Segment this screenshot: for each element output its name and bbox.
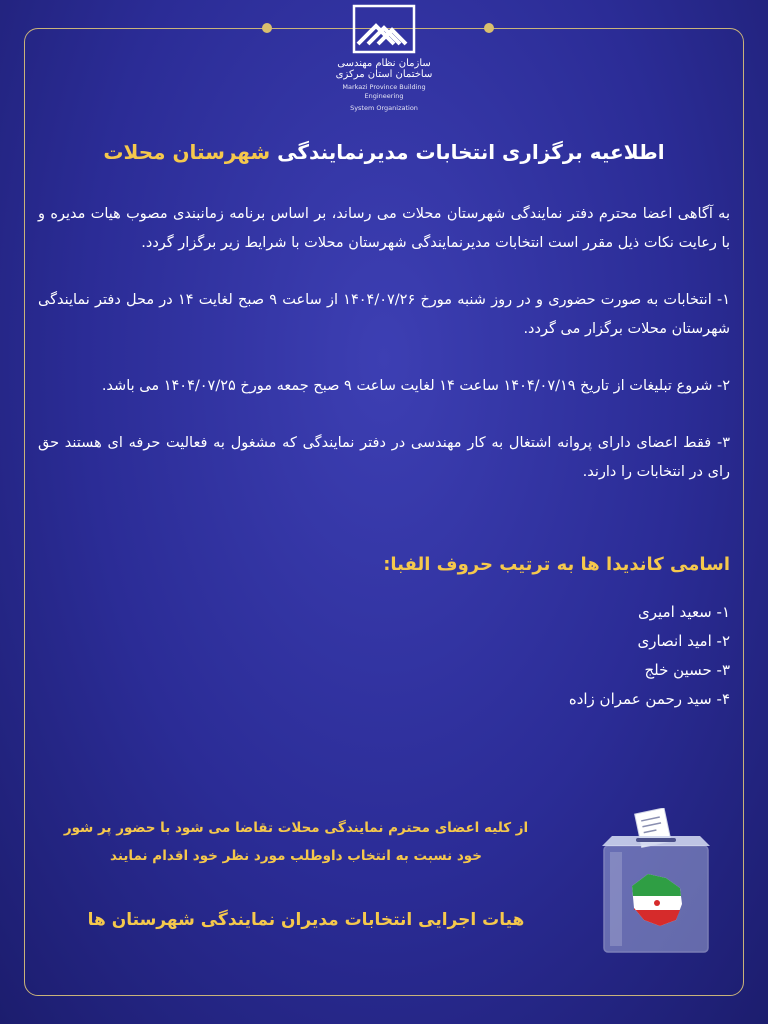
page-title (40, 140, 728, 164)
footer-signature: هیات اجرایی انتخابات مدیران نمایندگی شهرستان ها (87, 910, 525, 930)
candidate-item: ۴- سید رحمن عمران زاده (568, 690, 730, 708)
frame-dot-right (484, 23, 494, 33)
org-name-en-line1: Markazi Province Building Engineering (342, 83, 426, 100)
title-main: اطلاعیه برگزاری انتخابات مدیرنمایندگی (277, 140, 665, 164)
organization-logo-icon (352, 4, 416, 56)
footer-message-line2: خود نسبت به انتخاب داوطلب مورد نظر خود اقدام نمایند (110, 848, 482, 864)
candidate-item: ۲- امید انصاری (637, 632, 730, 650)
rule-1-paragraph: ۱- انتخابات به صورت حضوری و در روز شنبه مورخ ۱۴۰۴/۰۷/۲۶ از ساعت ۹ صبح لغایت ۱۴ در محل دفتر نمایندگی شهرستان محلات برگزار می گردد. (38, 292, 730, 337)
footer-message (36, 814, 556, 870)
candidate-item: ۱- سعید امیری (638, 603, 730, 621)
candidates-heading: اسامی کاندیدا ها به ترتیب حروف الفبا: (383, 554, 730, 575)
announcement-body (38, 200, 730, 515)
footer-message-line1: از کلیه اعضای محترم نمایندگی محلات تقاضا می شود با حضور پر شور (63, 820, 529, 836)
organization-logo (324, 4, 444, 112)
intro-paragraph: به آگاهی اعضا محترم دفتر نمایندگی شهرستان محلات می رساند، بر اساس برنامه زمانبندی مصوب هیات مدیره و با رعایت نکات ذیل مقرر است انتخابات مدیرنمایندگی شهرستان محلات با شرایط زیر برگزار گردد. (38, 206, 730, 251)
org-name-en-line2: System Organization (350, 104, 418, 112)
candidate-item: ۳- حسین خلج (644, 661, 730, 679)
candidates-list (569, 598, 730, 714)
title-highlight: شهرستان محلات (103, 140, 271, 164)
rule-2-paragraph: ۲- شروع تبلیغات از تاریخ ۱۴۰۴/۰۷/۱۹ ساعت ۱۴ لغایت ساعت ۹ صبح جمعه مورخ ۱۴۰۴/۰۷/۲۵ می باشد. (101, 378, 730, 394)
ballot-box-icon (596, 808, 716, 958)
org-name-fa: سازمان نظام مهندسی ساختمان استان مرکزی (335, 58, 433, 80)
frame-dot-left (262, 23, 272, 33)
rule-3-paragraph: ۳- فقط اعضای دارای پروانه اشتغال به کار مهندسی در دفتر نمایندگی که مشغول به فعالیت حرفه ای هستند حق رای در انتخابات را دارند. (38, 435, 730, 480)
